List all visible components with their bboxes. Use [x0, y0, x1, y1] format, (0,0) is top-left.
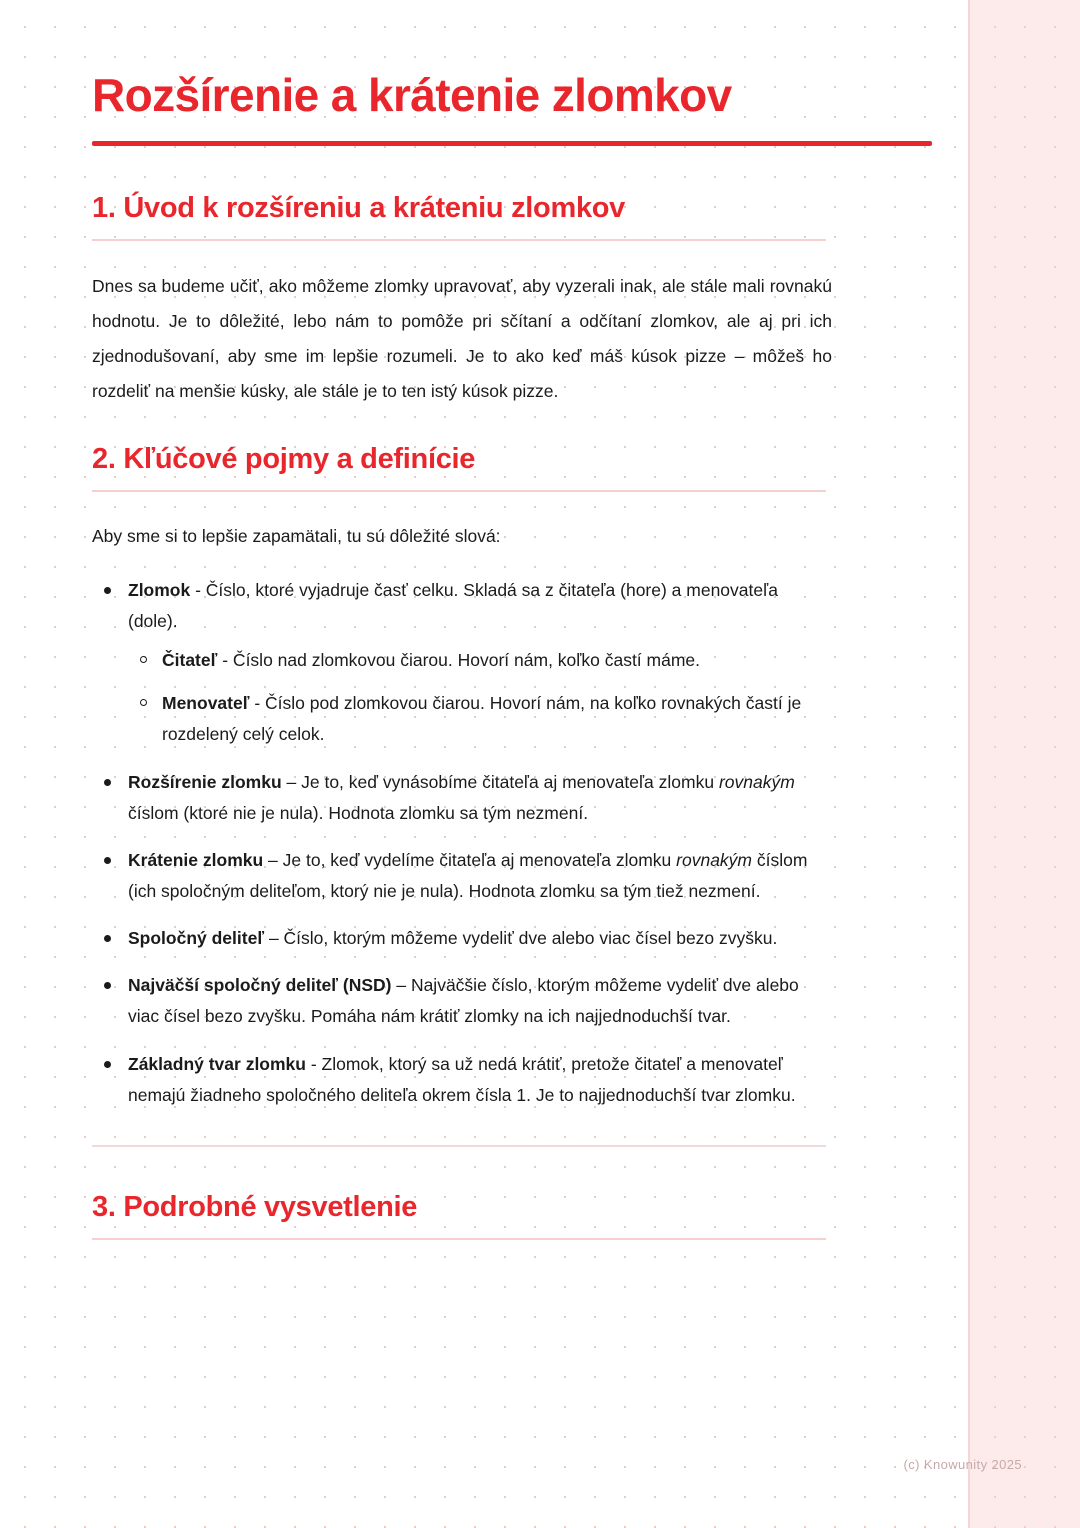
term-definition: - Číslo, ktoré vyjadruje časť celku. Skladá sa z čitateľa (hore) a menovateľa (dole).: [128, 579, 778, 631]
right-margin-band: [970, 0, 1080, 1528]
term-definition-pre: – Je to, keď vynásobíme čitateľa aj menovateľa zlomku: [281, 771, 719, 792]
term-label: Spoločný deliteľ: [128, 928, 265, 949]
term-label: Zlomok: [128, 579, 191, 600]
subterm-definition: - Číslo pod zlomkovou čiarou. Hovorí nám, na koľko rovnakých častí je rozdelený celý celok.: [162, 693, 802, 745]
list-item: [92, 767, 832, 829]
term-definition-pre: – Je to, keď vydelíme čitateľa aj menovateľa zlomku: [263, 849, 677, 870]
right-margin-divider: [968, 0, 970, 1528]
subterm-definition: - Číslo nad zlomkovou čiarou. Hovorí nám, koľko častí máme.: [217, 650, 701, 671]
section-divider: [92, 1145, 826, 1147]
section-heading-2: 2. Kľúčové pojmy a definície: [92, 442, 476, 475]
list-item: [128, 645, 832, 676]
subterms-list: [128, 645, 832, 750]
section-lead-2: Aby sme si to lepšie zapamätali, tu sú dôležité slová:: [92, 525, 501, 546]
term-label: Krátenie zlomku: [128, 849, 264, 870]
section-heading-1: 1. Úvod k rozšíreniu a kráteniu zlomkov: [92, 191, 626, 224]
term-definition: – Číslo, ktorým môžeme vydeliť dve alebo viac čísel bezo zvyšku.: [264, 928, 778, 949]
term-label: Rozšírenie zlomku: [128, 771, 282, 792]
term-definition-post: číslom (ich spoločným deliteľom, ktorý nie je nula). Hodnota zlomku sa tým tiež nezmení.: [128, 849, 808, 901]
list-item: [92, 845, 832, 907]
subterm-label: Menovateľ: [162, 693, 250, 714]
term-definition-post: číslom (ktoré nie je nula). Hodnota zlomku sa tým nezmení.: [128, 802, 589, 823]
term-emphasis: rovnakým: [718, 771, 795, 792]
section-rule-3: [92, 1238, 826, 1240]
section-paragraph-1: Dnes sa budeme učiť, ako môžeme zlomky upravovať, aby vyzerali inak, ale stále mali rovnakú hodnotu. Je to dôležité, lebo nám to pomôže pri sčítaní a odčítaní zlomkov, ale aj pri ich zjednodušovaní, aby sme im lepšie rozumeli. Je to ako keď máš kúsok pizze – môžeš ho rozdeliť na menšie kúsky, ale stále je to ten istý kúsok pizze.: [92, 275, 832, 401]
list-item: [92, 970, 832, 1032]
term-label: Najväčší spoločný deliteľ (NSD): [128, 975, 392, 996]
term-label: Základný tvar zlomku: [128, 1053, 306, 1074]
watermark: (c) Knowunity 2025: [903, 1457, 1022, 1472]
list-item: [92, 1049, 832, 1111]
title-underline: [92, 141, 932, 146]
term-emphasis: rovnakým: [676, 849, 753, 870]
list-item: [128, 688, 832, 750]
term-definition: - Zlomok, ktorý sa už nedá krátiť, pretože čitateľ a menovateľ nemajú žiadneho spoločného deliteľa okrem čísla 1. Je to najjednoduchší tvar zlomku.: [128, 1053, 796, 1105]
term-definition: – Najväčšie číslo, ktorým môžeme vydeliť dve alebo viac čísel bezo zvyšku. Pomáha nám krátiť zlomky na ich najjednoduchší tvar.: [128, 975, 799, 1027]
document-content: [92, 70, 832, 1268]
list-item: [92, 575, 832, 751]
section-rule-1: [92, 239, 826, 241]
terms-list: [92, 575, 832, 1111]
page-title: Rozšírenie a krátenie zlomkov: [92, 69, 732, 121]
section-rule-2: [92, 490, 826, 492]
list-item: [92, 923, 832, 954]
subterm-label: Čitateľ: [162, 650, 218, 671]
section-heading-3: 3. Podrobné vysvetlenie: [92, 1190, 418, 1223]
